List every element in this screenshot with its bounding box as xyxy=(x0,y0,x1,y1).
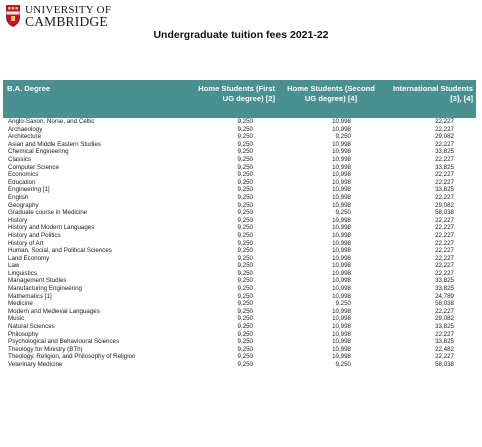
home-second-fee: 10,998 xyxy=(332,315,351,323)
home-first-fee: 9,250 xyxy=(237,277,253,285)
home-second-fee: 10,998 xyxy=(332,216,351,224)
home-second-fee: 10,998 xyxy=(332,231,351,239)
degree-name: History and Politics xyxy=(8,231,61,239)
international-fee: 22,227 xyxy=(435,330,454,338)
table-row xyxy=(3,240,476,248)
degree-name: Mathematics [1] xyxy=(8,292,52,300)
international-fee: 33,825 xyxy=(435,277,454,285)
degree-name: Education xyxy=(8,178,36,186)
home-second-fee: 10,998 xyxy=(332,155,351,163)
home-second-fee: 10,998 xyxy=(332,224,351,232)
degree-name: Theology, Religion, and Philosophy of Religion xyxy=(8,353,136,361)
degree-name: Music xyxy=(8,315,25,323)
table-row xyxy=(3,141,476,149)
header-international: International Students [3], [4] xyxy=(392,84,473,103)
international-fee: 22,227 xyxy=(435,224,454,232)
home-second-fee: 10,998 xyxy=(332,186,351,194)
degree-name: Classics xyxy=(8,155,32,163)
table-row xyxy=(3,331,476,339)
home-first-fee: 9,250 xyxy=(237,171,253,179)
degree-name: Archaeology xyxy=(8,125,43,133)
degree-name: Graduate course in Medicine xyxy=(8,209,88,217)
home-first-fee: 9,250 xyxy=(237,300,253,308)
table-body xyxy=(3,118,476,369)
international-fee: 33,825 xyxy=(435,148,454,156)
home-first-fee: 9,250 xyxy=(237,209,253,217)
international-fee: 22,227 xyxy=(435,254,454,262)
home-first-fee: 9,250 xyxy=(237,353,253,361)
international-fee: 22,227 xyxy=(435,353,454,361)
home-first-fee: 9,250 xyxy=(237,254,253,262)
international-fee: 58,038 xyxy=(435,361,454,368)
international-fee: 33,825 xyxy=(435,186,454,194)
home-first-fee: 9,250 xyxy=(237,216,253,224)
home-first-fee: 9,250 xyxy=(237,262,253,270)
table-row xyxy=(3,232,476,240)
degree-name: Natural Sciences xyxy=(8,323,55,331)
international-fee: 33,825 xyxy=(435,163,454,171)
home-first-fee: 9,250 xyxy=(237,315,253,323)
home-first-fee: 9,250 xyxy=(237,125,253,133)
home-second-fee: 10,998 xyxy=(332,201,351,209)
home-first-fee: 9,250 xyxy=(237,140,253,148)
table-row xyxy=(3,118,476,126)
international-fee: 22,227 xyxy=(435,247,454,255)
home-first-fee: 9,250 xyxy=(237,269,253,277)
table-row xyxy=(3,148,476,156)
international-fee: 22,227 xyxy=(435,178,454,186)
header-home-first: Home Students (First UG degree) [2] xyxy=(198,84,275,103)
degree-name: Economics xyxy=(8,171,39,179)
table-row xyxy=(3,202,476,210)
international-fee: 29,082 xyxy=(435,315,454,323)
degree-name: Land Economy xyxy=(8,254,50,262)
degree-name: Theology for Ministry (BTh) xyxy=(8,345,83,353)
international-fee: 58,038 xyxy=(435,300,454,308)
cambridge-shield-icon xyxy=(6,5,20,27)
home-second-fee: 10,998 xyxy=(332,140,351,148)
home-second-fee: 10,998 xyxy=(332,285,351,293)
international-fee: 33,825 xyxy=(435,285,454,293)
international-fee: 22,227 xyxy=(435,216,454,224)
home-first-fee: 9,250 xyxy=(237,193,253,201)
table-row xyxy=(3,209,476,217)
degree-name: Philosophy xyxy=(8,330,39,338)
table-row xyxy=(3,156,476,164)
table-row xyxy=(3,308,476,316)
home-first-fee: 9,250 xyxy=(237,178,253,186)
home-first-fee: 9,250 xyxy=(237,361,253,368)
home-second-fee: 10,998 xyxy=(332,338,351,346)
logo-line-1: UNIVERSITY OF xyxy=(25,4,112,16)
table-row xyxy=(3,277,476,285)
table-row xyxy=(3,361,476,369)
degree-name: Computer Science xyxy=(8,163,59,171)
home-first-fee: 9,250 xyxy=(237,292,253,300)
degree-name: History and Modern Languages xyxy=(8,224,95,232)
international-fee: 22,227 xyxy=(435,140,454,148)
degree-name: Anglo-Saxon, Norse, and Celtic xyxy=(8,118,95,125)
table-row xyxy=(3,262,476,270)
degree-name: History xyxy=(8,216,28,224)
home-second-fee: 10,998 xyxy=(332,269,351,277)
table-row xyxy=(3,285,476,293)
home-second-fee: 9,250 xyxy=(335,361,351,368)
home-first-fee: 9,250 xyxy=(237,201,253,209)
home-second-fee: 10,998 xyxy=(332,262,351,270)
header-home-second: Home Students (Second UG degree) [4] xyxy=(287,84,375,103)
degree-name: Veterinary Medicine xyxy=(8,361,63,368)
home-first-fee: 9,250 xyxy=(237,224,253,232)
home-first-fee: 9,250 xyxy=(237,118,253,125)
home-second-fee: 10,998 xyxy=(332,307,351,315)
table-row xyxy=(3,194,476,202)
degree-name: Architecture xyxy=(8,133,42,141)
international-fee: 33,825 xyxy=(435,338,454,346)
table-row xyxy=(3,133,476,141)
table-row xyxy=(3,179,476,187)
home-second-fee: 9,250 xyxy=(335,300,351,308)
home-first-fee: 9,250 xyxy=(237,330,253,338)
table-row xyxy=(3,315,476,323)
home-first-fee: 9,250 xyxy=(237,323,253,331)
home-first-fee: 9,250 xyxy=(237,186,253,194)
home-second-fee: 10,998 xyxy=(332,247,351,255)
home-first-fee: 9,250 xyxy=(237,345,253,353)
logo-wordmark xyxy=(25,5,111,27)
home-second-fee: 10,998 xyxy=(332,353,351,361)
degree-name: Geography xyxy=(8,201,39,209)
degree-name: Management Studies xyxy=(8,277,67,285)
home-second-fee: 10,998 xyxy=(332,345,351,353)
home-second-fee: 10,998 xyxy=(332,239,351,247)
home-first-fee: 9,250 xyxy=(237,307,253,315)
table-row xyxy=(3,247,476,255)
home-second-fee: 10,998 xyxy=(332,148,351,156)
international-fee: 22,227 xyxy=(435,231,454,239)
degree-name: Psychological and Behavioural Sciences xyxy=(8,338,120,346)
home-first-fee: 9,250 xyxy=(237,239,253,247)
degree-name: Manufacturing Engineering xyxy=(8,285,82,293)
table-row xyxy=(3,186,476,194)
international-fee: 22,227 xyxy=(435,155,454,163)
home-second-fee: 9,250 xyxy=(335,133,351,141)
table-row xyxy=(3,338,476,346)
home-first-fee: 9,250 xyxy=(237,155,253,163)
international-fee: 22,227 xyxy=(435,171,454,179)
table-row xyxy=(3,255,476,263)
table-row xyxy=(3,171,476,179)
home-second-fee: 10,998 xyxy=(332,171,351,179)
international-fee: 22,482 xyxy=(435,345,454,353)
home-second-fee: 10,998 xyxy=(332,125,351,133)
degree-name: Chemical Engineering xyxy=(8,148,69,156)
table-row xyxy=(3,224,476,232)
home-second-fee: 10,998 xyxy=(332,118,351,125)
international-fee: 24,789 xyxy=(435,292,454,300)
home-first-fee: 9,250 xyxy=(237,338,253,346)
degree-name: Medicine xyxy=(8,300,33,308)
home-first-fee: 9,250 xyxy=(237,133,253,141)
table-row xyxy=(3,164,476,172)
page-title: Undergraduate tuition fees 2021-22 xyxy=(153,29,329,41)
table-row xyxy=(3,346,476,354)
degree-name: Asian and Middle Eastern Studies xyxy=(8,140,101,148)
header-degree: B.A. Degree xyxy=(7,84,51,93)
table-row xyxy=(3,293,476,301)
international-fee: 22,227 xyxy=(435,193,454,201)
home-first-fee: 9,250 xyxy=(237,247,253,255)
degree-name: Engineering [1] xyxy=(8,186,50,194)
table-header xyxy=(3,80,476,118)
international-fee: 22,227 xyxy=(435,262,454,270)
home-first-fee: 9,250 xyxy=(237,148,253,156)
degree-name: Law xyxy=(8,262,20,270)
international-fee: 22,227 xyxy=(435,239,454,247)
table-row xyxy=(3,300,476,308)
table-row xyxy=(3,217,476,225)
degree-name: Modern and Medieval Languages xyxy=(8,307,100,315)
home-second-fee: 10,998 xyxy=(332,330,351,338)
home-second-fee: 9,250 xyxy=(335,209,351,217)
home-first-fee: 9,250 xyxy=(237,285,253,293)
international-fee: 58,038 xyxy=(435,209,454,217)
degree-name: Human, Social, and Political Sciences xyxy=(8,247,112,255)
international-fee: 29,082 xyxy=(435,201,454,209)
table-row xyxy=(3,323,476,331)
home-second-fee: 10,998 xyxy=(332,277,351,285)
home-first-fee: 9,250 xyxy=(237,231,253,239)
logo-line-2: CAMBRIDGE xyxy=(25,14,108,29)
international-fee: 22,227 xyxy=(435,125,454,133)
home-second-fee: 10,998 xyxy=(332,254,351,262)
degree-name: History of Art xyxy=(8,239,44,247)
home-first-fee: 9,250 xyxy=(237,163,253,171)
degree-name: English xyxy=(8,193,29,201)
international-fee: 33,825 xyxy=(435,323,454,331)
table-row xyxy=(3,270,476,278)
international-fee: 22,227 xyxy=(435,307,454,315)
home-second-fee: 10,998 xyxy=(332,292,351,300)
table-row xyxy=(3,126,476,134)
home-second-fee: 10,998 xyxy=(332,193,351,201)
international-fee: 22,227 xyxy=(435,118,454,125)
international-fee: 22,227 xyxy=(435,269,454,277)
degree-name: Linguistics xyxy=(8,269,37,277)
home-second-fee: 10,998 xyxy=(332,178,351,186)
international-fee: 29,082 xyxy=(435,133,454,141)
home-second-fee: 10,998 xyxy=(332,323,351,331)
table-row xyxy=(3,353,476,361)
home-second-fee: 10,998 xyxy=(332,163,351,171)
university-logo xyxy=(6,3,111,29)
